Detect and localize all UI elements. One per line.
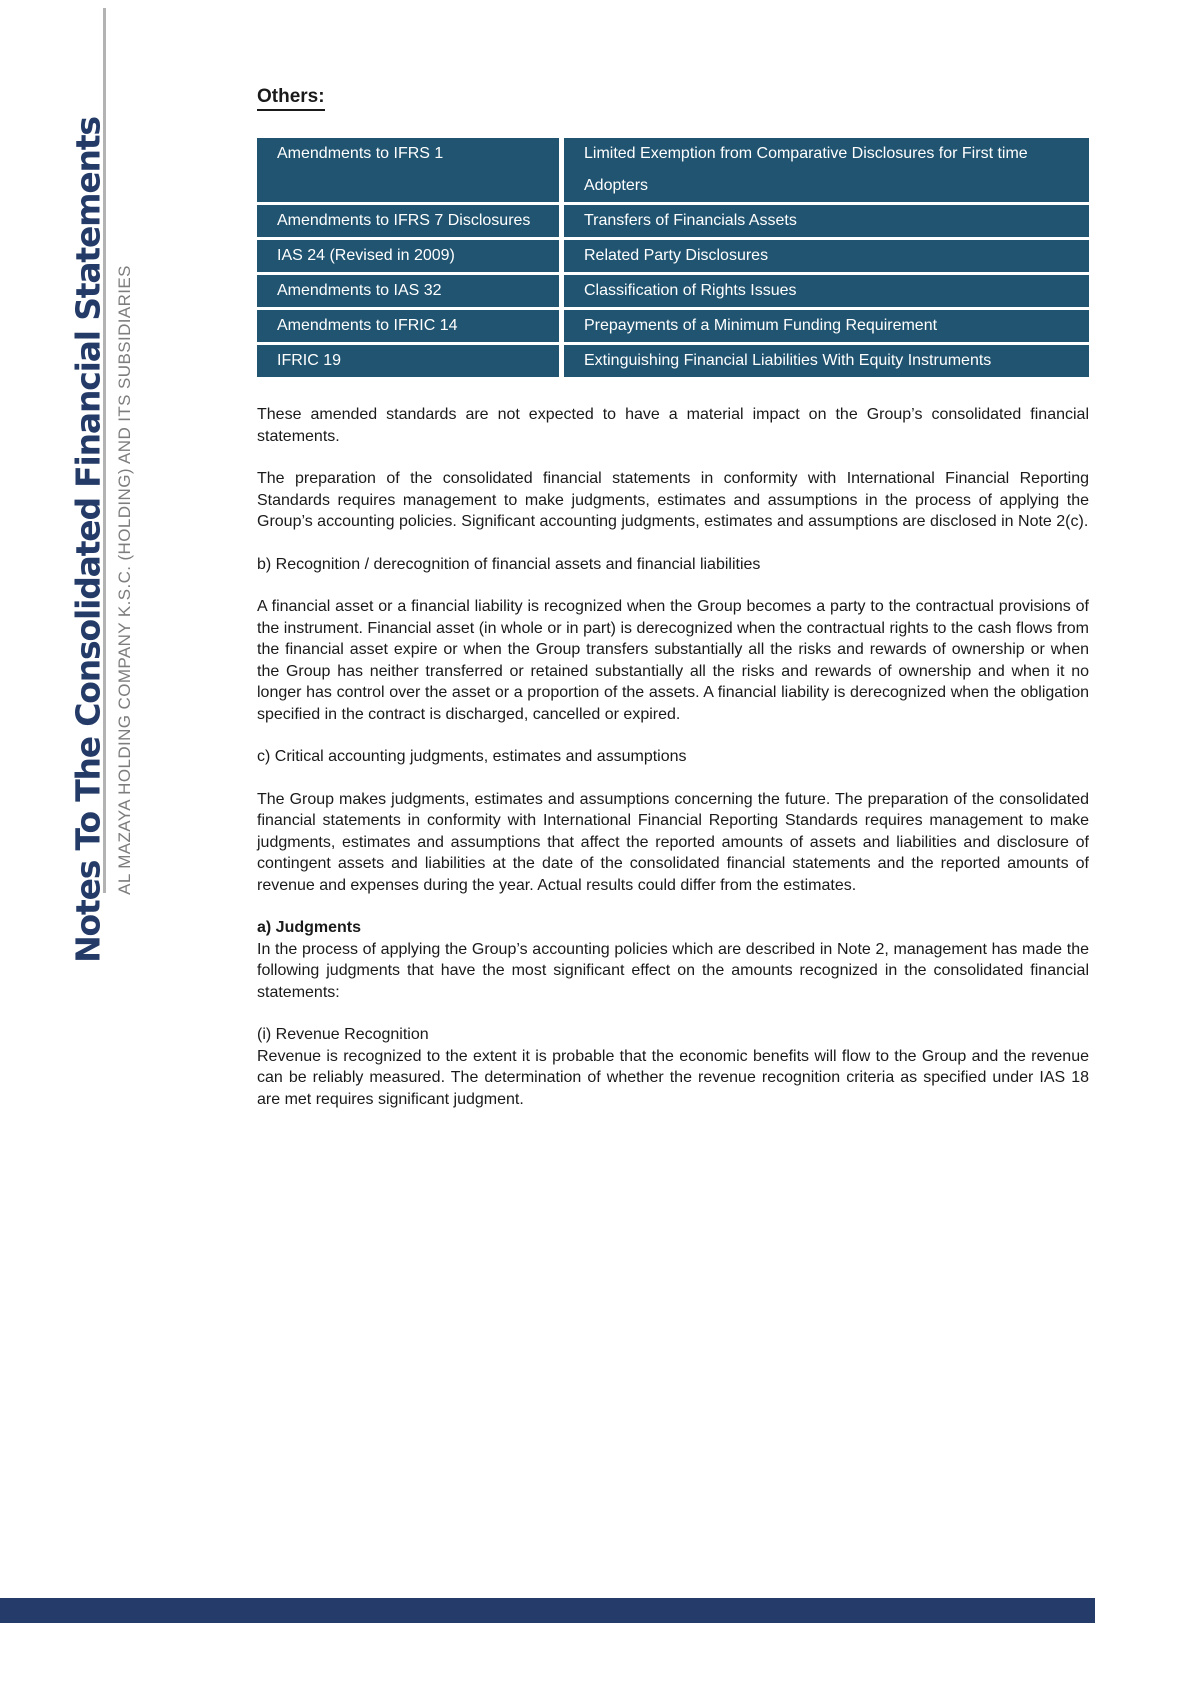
heading-revenue-recognition: (i) Revenue Recognition (257, 1026, 429, 1043)
paragraph-judgments: In the process of applying the Group’s accounting policies which are described in Note 2, management has made the following judgments that have the most significant effect on the amounts recognized in the consolidated financial statements: (257, 940, 1089, 1001)
heading-critical-judgments: c) Critical accounting judgments, estimates and assumptions (257, 748, 687, 765)
paragraph-revenue-recognition: Revenue is recognized to the extent it is probable that the economic benefits will flow to the Group and the revenue can be reliably measured. The determination of whether the revenue recognition criteria as specified under IAS 18 are met requires significant judgment. (257, 1047, 1089, 1108)
description-cell: Limited Exemption from Comparative Disclosures for First time Adopters (564, 138, 1089, 202)
table-row (257, 275, 1089, 307)
heading-judgments: a) Judgments (257, 919, 362, 936)
standard-cell: Amendments to IFRS 7 Disclosures (257, 205, 559, 237)
description-cell: Related Party Disclosures (564, 240, 1089, 272)
description-cell: Extinguishing Financial Liabilities With Equity Instruments (564, 345, 1089, 377)
table-row (257, 205, 1089, 237)
heading-recognition: b) Recognition / derecognition of financial assets and financial liabilities (257, 555, 761, 573)
standard-cell: Amendments to IAS 32 (257, 275, 559, 307)
revenue-block (257, 1024, 1089, 1110)
description-cell: Transfers of Financials Assets (564, 205, 1089, 237)
standard-cell: Amendments to IFRIC 14 (257, 310, 559, 342)
table-row (257, 240, 1089, 272)
standard-cell: IAS 24 (Revised in 2009) (257, 240, 559, 272)
paragraph-preparation: The preparation of the consolidated financial statements in conformity with International Financial Reporting Standards requires management to make judgments, estimates and assumptions in the process of applying the Group’s accounting policies. Significant accounting judgments, estimates and assumptions are disclosed in Note 2(c). (257, 470, 1089, 530)
main-content (257, 86, 1089, 1131)
table-row (257, 345, 1089, 377)
footer-bar (0, 1598, 1095, 1623)
standards-table (257, 135, 1089, 380)
paragraph-critical-judgments: The Group makes judgments, estimates and assumptions concerning the future. The preparation of the consolidated financial statements in conformity with International Financial Reporting Standards requires management to make judgments, estimates and assumptions that affect the reported amounts of assets and liabilities and disclosure of contingent assets and liabilities at the date of the consolidated financial statements and the reported amounts of revenue and expenses during the year. Actual results could differ from the estimates. (257, 790, 1089, 894)
table-row (257, 310, 1089, 342)
sidebar-title: Notes To The Consolidated Financial Statements (68, 117, 108, 963)
standard-cell: Amendments to IFRS 1 (257, 138, 559, 202)
description-cell: Prepayments of a Minimum Funding Requirement (564, 310, 1089, 342)
paragraph-recognition: A financial asset or a financial liability is recognized when the Group becomes a party to the contractual provisions of the instrument. Financial asset (in whole or in part) is derecognized when the contractual rights to the cash flows from the financial asset expire or when the Group transfers substantially all the risks and rewards of ownership or when the Group has neither transferred or retained substantially all the risks and rewards of ownership and when it no longer has control over the asset or a proportion of the assets. A financial liability is derecognized when the obligation specified in the contract is discharged, cancelled or expired. (257, 598, 1089, 723)
sidebar-subtitle: AL MAZAYA HOLDING COMPANY K.S.C. (HOLDING) AND ITS SUBSIDIARIES (115, 265, 134, 895)
paragraph-impact: These amended standards are not expected to have a material impact on the Group’s consolidated financial statements. (257, 406, 1089, 445)
judgments-block (257, 917, 1089, 1003)
section-heading-others: Others: (257, 86, 325, 111)
description-cell: Classification of Rights Issues (564, 275, 1089, 307)
standard-cell: IFRIC 19 (257, 345, 559, 377)
table-row (257, 138, 1089, 202)
